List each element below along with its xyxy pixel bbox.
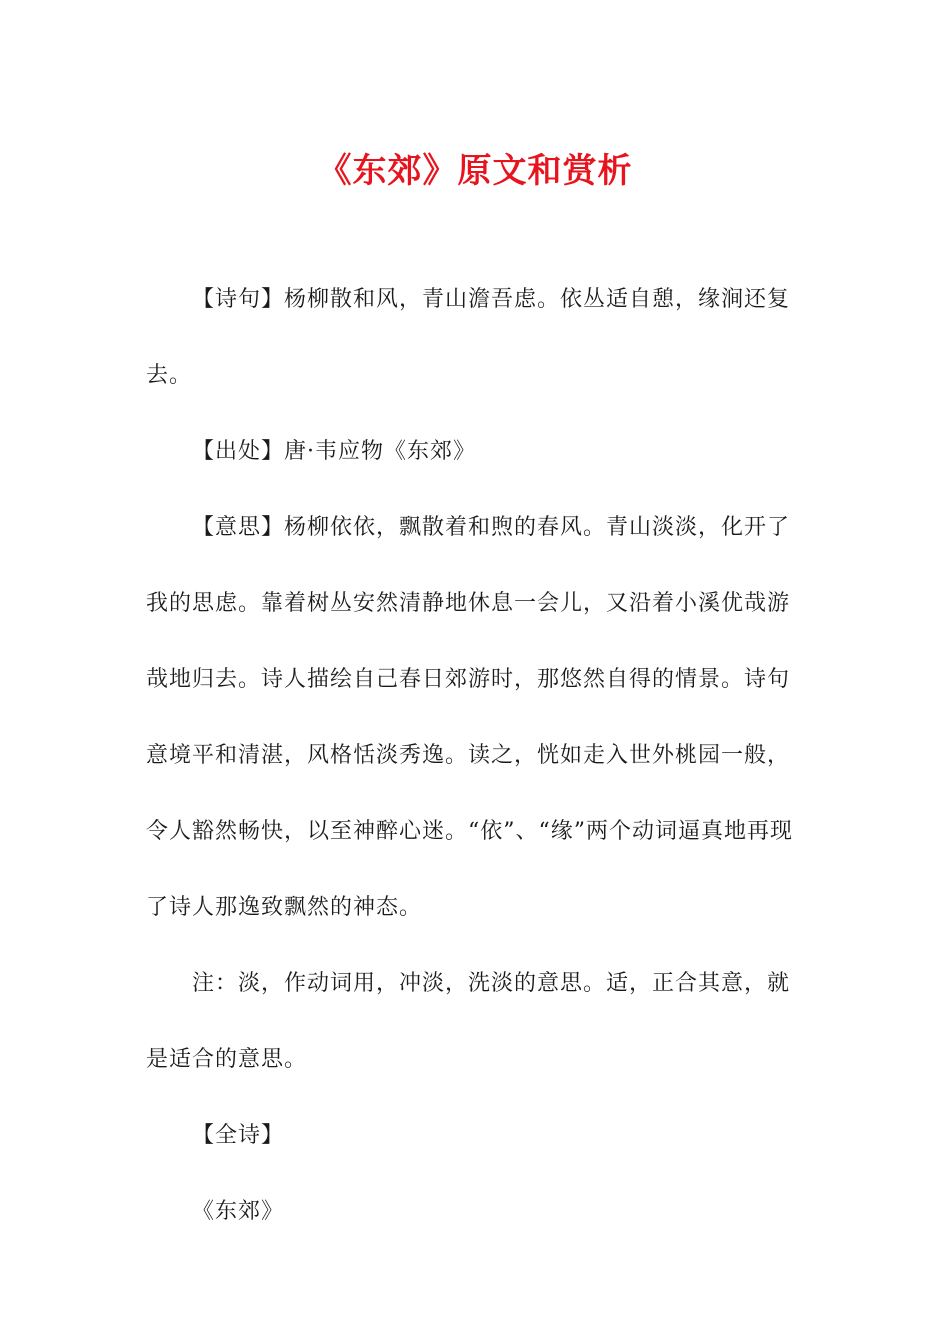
poem-title-line: 《东郊》 <box>192 1199 285 1224</box>
document-title: 《东郊》原文和赏析 <box>317 151 633 191</box>
poem-lines-paragraph: 【诗句】杨柳散和风，青山澹吾虑。依丛适自憩，缘涧还复去。 <box>146 287 791 388</box>
source-paragraph: 【出处】唐·韦应物《东郊》 <box>192 439 476 464</box>
note-paragraph: 注：淡，作动词用，冲淡，洗淡的意思。适，正合其意，就是适合的意思。 <box>146 971 791 1072</box>
meaning-paragraph: 【意思】杨柳依依，飘散着和煦的春风。青山淡淡，化开了我的思虑。靠着树丛安然清静地休息一会儿，又沿着小溪优哉游哉地归去。诗人描绘自己春日郊游时，那悠然自得的情景。诗句意境平和清湛，风格恬淡秀逸。读之，恍如走入世外桃园一般，令人豁然畅快，以至神醉心迷。“依”、“缘”两个动词逼真地再现了诗人那逸致飘然的神态。 <box>146 515 793 920</box>
full-poem-heading: 【全诗】 <box>192 1123 285 1148</box>
